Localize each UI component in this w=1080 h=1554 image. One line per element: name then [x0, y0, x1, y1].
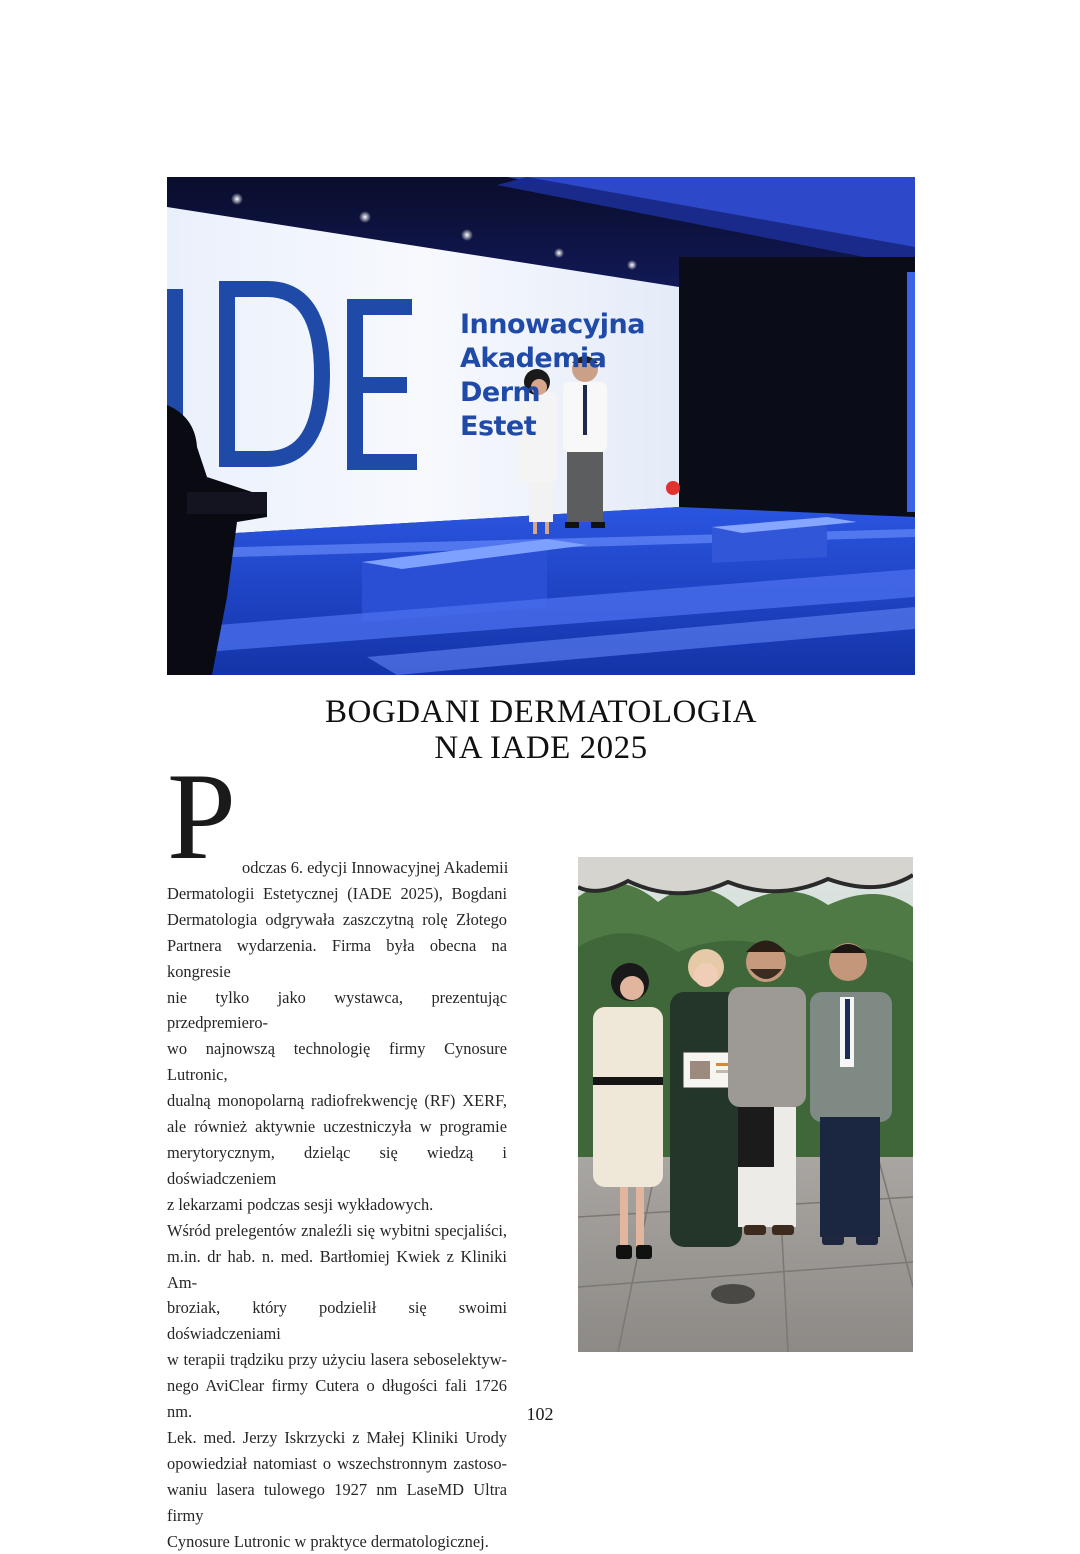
article-line: Dermatologii Estetycznej (IADE 2025), Bogdani — [167, 883, 507, 903]
article-line: Lek. med. Jerzy Iskrzycki z Małej Kliniki Urody — [167, 1427, 507, 1447]
group-photo — [578, 857, 913, 1352]
stage-photo — [167, 177, 915, 675]
article-line: m.in. dr hab. n. med. Bartłomiej Kwiek z Kliniki Am- — [167, 1246, 507, 1292]
screen-text — [460, 308, 645, 444]
screen-text-line: Estet — [460, 411, 537, 442]
article-line: nego AviClear firmy Cutera o długości fali 1726 nm. — [167, 1376, 507, 1422]
article-line: waniu lasera tulowego 1927 nm LaseMD Ultra firmy — [167, 1479, 507, 1525]
article-line: Partnera wydarzenia. Firma była obecna na kongresie — [167, 935, 507, 981]
article-title — [167, 694, 915, 766]
article-line: merytorycznym, dzieląc się wiedzą i doświadczeniem — [167, 1142, 507, 1188]
article-line: odczas 6. edycji Innowacyjnej Akademii — [242, 858, 509, 877]
screen-text-line: Akademia — [460, 343, 607, 374]
article-line: opowiedział natomiast o wszechstronnym zastoso- — [167, 1453, 507, 1473]
article-line: Cynosure Lutronic w praktyce dermatologicznej. — [167, 1531, 489, 1551]
article-line: ale również aktywnie uczestniczyła w programie — [167, 1117, 507, 1137]
article-line: z lekarzami podczas sesji wykładowych. — [167, 1194, 434, 1214]
article-title-line: BOGDANI DERMATOLOGIA — [325, 694, 757, 730]
article-body — [167, 855, 507, 1554]
article-title-line: NA IADE 2025 — [434, 730, 648, 766]
article-line: dualną monopolarną radiofrekwencję (RF) XERF, — [167, 1091, 507, 1111]
article-line: wo najnowszą technologię firmy Cynosure Lutronic, — [167, 1039, 507, 1085]
page-number: 102 — [526, 1404, 554, 1424]
article-line: nie tylko jako wystawca, prezentując przedpremiero- — [167, 987, 507, 1033]
group-photo-illustration — [578, 857, 913, 1352]
drop-cap: P — [167, 748, 236, 885]
article-line: w terapii trądziku przy użyciu lasera seboselektyw- — [167, 1350, 507, 1370]
article-line: broziak, który podzielił się swoimi doświadczeniami — [167, 1298, 507, 1344]
screen-text-line: Derm — [460, 377, 541, 408]
screen-text-line: Innowacyjna — [460, 309, 646, 340]
article-line: Wśród prelegentów znaleźli się wybitni specjaliści, — [167, 1220, 507, 1240]
article-line: Dermatologia odgrywała zaszczytną rolę Złotego — [167, 909, 507, 929]
